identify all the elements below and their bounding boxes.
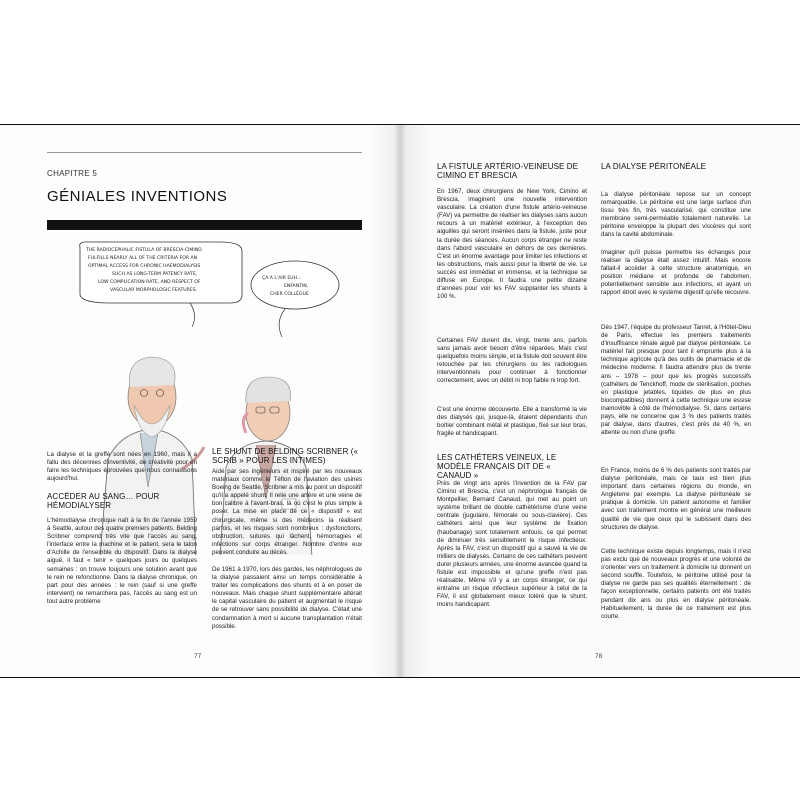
bubble-right-line-3: CHER COLLÈGUE <box>270 292 309 297</box>
bubble-left-line-1: THE RADIOCEPHALIC FISTULA OF BRESCIA-CIMINO <box>86 248 202 253</box>
heading-fistule: LA FISTULE ARTÉRIO-VEINEUSE DE CIMINO ET BRESCIA <box>437 162 579 180</box>
bubble-right-line-2: ENFANTIN, <box>284 284 309 289</box>
section-text-acceder: L'hémodialyse chronique naît à la fin de l'année 1959 à Seattle, autour des quatre premiers patients. Belding Scribner comprend très vite que l'accès au sang, l'interface entre la machine et le patient, sera le talon d'Achille de l'ensemble du dispositif. Dans la dialyse aiguë, il faut « tenir » quelques jours ou quelques semaines : on trouve toujours une solution avant que le rein ne refonctionne. Dans la dialyse chronique, on part pour des années : le rein (sauf si une greffe intervient) ne remarchera pas, l'accès au sang est un tout autre problème <box>47 517 197 605</box>
text-fistule-1: En 1967, deux chirurgiens de New York, Cimino et Brescia, imaginent une nouvelle intervention vasculaire. La création d'une fistule artério-veineuse (FAV) va permettre de réaliser les dialyses sans aucun recours à un matériel extérieur, à l'exception des aiguilles qui seront insérées dans la fistule, juste pour la durée des séances. Aucun corps étranger ne reste dans l'abord vasculaire en dehors de ces dernières. C'est un énorme avantage pour limiter les infections et les obstructions, mais aussi pour la liberté de vie. Le succès est immédiat et immense, et la technique se diffuse en Europe. Il faudra une petite dizaine d'années pour voir les FAV supplanter les shunts à 100 %. <box>437 188 587 301</box>
heading-catheters: LES CATHÉTERS VEINEUX, LE MODÈLE FRANÇAIS DIT DE « CANAUD » <box>437 453 557 480</box>
bubble-left-line-4: SUCH AS LONG-TERM PATENCY RATE, <box>112 272 198 277</box>
text-catheters: Près de vingt ans après l'invention de la FAV par Cimino et Brescia, c'est un néphrologue français de Montpellier, Bernard Canaud, qui met au point un système brillant de double cathétérisme d'une veine centrale (jugulaire, fémorale ou sous-clavière). Ces cathéters ainsi que leur système de fixation (haubanage) sont totalement enfouis, ce qui permet de diminuer très sensiblement le risque infectieux. Après la FAV, c'est un dispositif qui a sauvé la vie de milliers de dialysés. Certains de ces cathéters peuvent durer plusieurs années, une énorme avancée quand la fistule est impossible et qu'une greffe n'est pas réalisable. Même s'il y a un corps étranger, ce qui entraîne un risque infectieux supérieur à celui de la FAV, il est globalement mieux toléré que le shunt, moins handicapant. <box>437 480 587 609</box>
text-peritoneale-3: Dès 1947, l'équipe du professeur Tanret, à l'Hôtel-Dieu de Paris, effectue les premiers traitements d'insuffisance rénale aiguë par dialyse péritonéale. Le matériel fait presque pour tant il emprunte plus à la technique agricole qu'à des outils de pharmacie et de médecine moderne. Il faudra attendre plus de trente ans – 1978 – pour que les progrès successifs (cathéters de Tenckhoff, mode de stérilisation, poches en plastique jetables, liquides de plus en plus biocompatibles) donnent à cette technique une essise inamovible à côté de l'hémodialyse. Si, dans certains pays, elle ne concerne que 3 % des patients traités par dialyse, dans d'autres, c'est près de 40 %, en attente ou non d'une greffe. <box>601 324 751 437</box>
section-text-shunt-2: De 1961 à 1970, lors des gardes, les néphrologues de la dialyse passaient ainsi un temps considérable à traiter les complications des shunts et à en poser de nouveaux. Mais chaque shunt supplémentaire altérait le capital vasculaire du patient et augmentait le risque de se retrouver sans possibilité de dialyse. C'était une condamnation à mort si aucune transplantation n'était possible. <box>212 566 362 630</box>
heading-dialyse-peritoneale: LA DIALYSE PÉRITONÉALE <box>601 162 707 171</box>
left-page <box>0 125 400 677</box>
bubble-left-line-6: VASCULAR MORPHOLOGIC FEATURES. <box>110 288 198 293</box>
speech-bubble-right <box>251 261 339 337</box>
bubble-right-line-1: ÇA A L'AIR EUH... <box>262 276 302 281</box>
intro-paragraph: La dialyse et la greffe sont nées en 1960, mais il a fallu des décennies d'inventivité, de créativité pour en faire les techniques éprouvées que nous connaissons aujourd'hui. <box>47 451 197 483</box>
text-peritoneale-4: En France, moins de 6 % des patients sont traités par dialyse péritonéale, mais ce taux est bien plus important dans certaines régions du monde, en Angleterre par exemple. La dialyse péritonéale se pratique à domicile. Un patient autonome et familier avec son traitement montre en général une meilleure qualité de vie que ceux qui le subissent dans des structures de dialyse. <box>601 467 751 531</box>
text-peritoneale-2: Imaginer qu'il puisse permettre les échanges pour réaliser la dialyse était assez intuitif. Mais encore fallait-il accéder à cette structure anatomique, en position médiane et profonde de l'abdomen, potentiellement sensible aux infections, et ayant un rapport étroit avec le système digestif qu'elle recouvre. <box>601 249 751 297</box>
text-fistule-3: C'est une énorme découverte. Elle a transformé la vie des dialysés qui, jusque-là, étaient dépendants d'un boîtier combinant métal et plastique, fixé sur leur bras, fragile et handicapant. <box>437 406 587 438</box>
page-number-right: 78 <box>595 653 603 660</box>
text-peritoneale-5: Cette technique existe depuis longtemps, mais il n'est pas exclu que de nouveaux progrès et une volonté de s'orienter vers un traitement à domicile lui donnent un second souffle. Toutefois, le péritoine utilisé pour la dialyse ne garde pas ses qualités éternellement : de façon exceptionnelle, certains patients ont été traités pendant dix ans ou plus en dialyse péritonéale. Habituellement, la durée de ce traitement est plus courte. <box>601 548 751 620</box>
page-number-left: 77 <box>194 653 202 660</box>
section-text-shunt-1: Aidé par ses ingénieurs et inspiré par les nouveaux matériaux comme le Téflon de l'aviation des usines Boeing de Seattle, Scribner a mis au point un dispositif qu'il a appelé shunt. Il relie une artère et une veine de bon calibre à l'avant-bras, là où c'est le plus simple à poser. La mise en place de ce « dispositif » est chirurgicale, même si des médecins la réalisent parfois, et les risques sont nombreux : dysfonctions, obstruction, sutures qui lâchent, hémorragies et infections sur corps étranger. Nombre d'entre eux peuvent conduire au décès. <box>212 468 362 556</box>
bubble-left-line-3: OPTIMAL ACCESS FOR CHRONIC HAEMODIALYSIS <box>88 264 201 269</box>
header-rule <box>47 152 362 153</box>
bubble-left-line-2: FULFILLS NEARLY ALL OF THE CRITERIA FOR AN <box>88 256 198 261</box>
title-bar <box>47 220 362 230</box>
right-page <box>400 125 800 677</box>
chapter-label: CHAPITRE 5 <box>47 169 98 178</box>
bubble-left-line-5: LOW COMPLICATION RATE, AND RESPECT OF <box>98 280 201 285</box>
section-heading-acceder: ACCÉDER AU SANG… POUR HÉMODIALYSER <box>47 492 160 510</box>
speech-bubble-left <box>80 242 242 327</box>
section-heading-shunt: LE SHUNT DE BELDING SCRIBNER (« SCRIB » POUR LES INTIMES) <box>212 447 359 465</box>
text-fistule-2: Certaines FAV durent dix, vingt, trente ans, parfois sans jamais avoir besoin d'être réparées. Mais c'est quelquefois moins simple, et la fistule doit souvent être retouchée par les chirurgiens ou les radiologues interventionnels pour continuer à fonctionner correctement, avec un débit ni trop faible ni trop fort. <box>437 337 587 385</box>
chapter-title: GÉNIALES INVENTIONS <box>47 188 228 205</box>
text-peritoneale-1: La dialyse péritonéale repose sur un concept remarquable. Le péritoine est une large surface d'un tissu très fin, très vascularisé, qui constitue une membrane semi-perméable totalement naturelle. Le péritoine enveloppe la plupart des viscères qui sont dans la cavité abdominale. <box>601 191 751 239</box>
book-spread <box>0 124 800 678</box>
